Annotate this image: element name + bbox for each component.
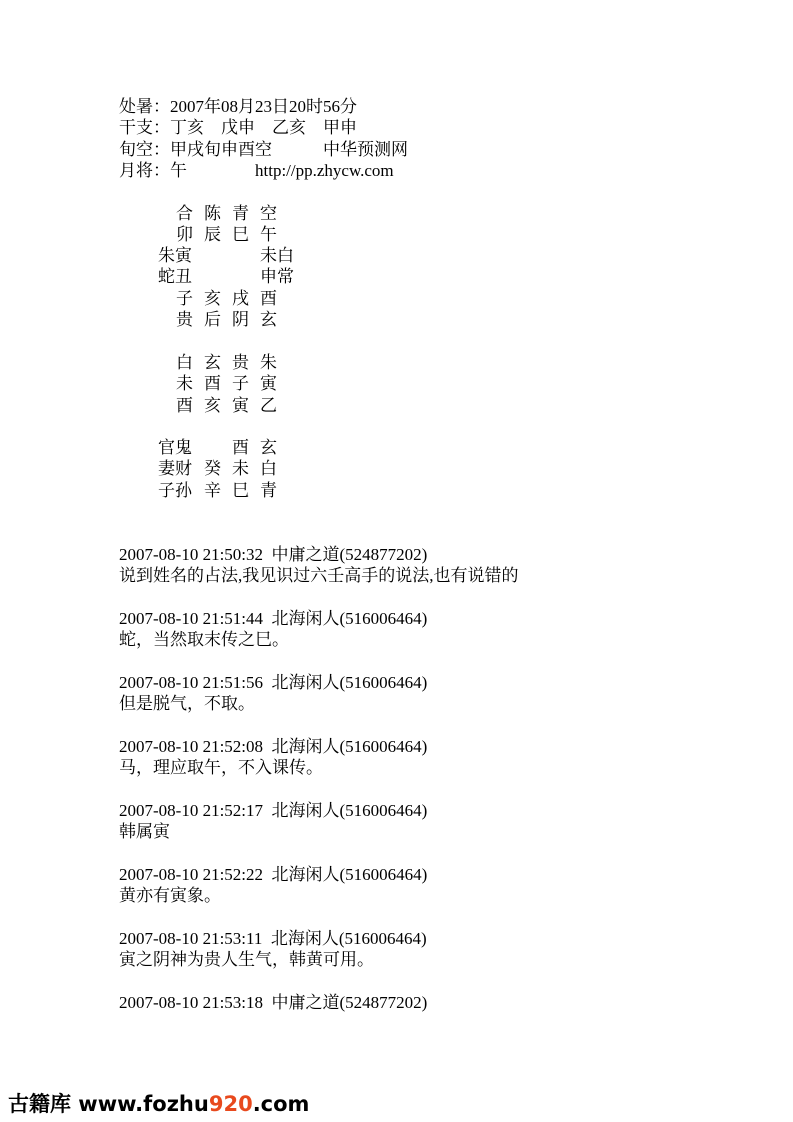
lesson-cell: 酉 (204, 374, 221, 393)
transmission-stem: 辛 (204, 481, 221, 500)
chat-message-text: 马，理应取午，不入课传。 (119, 758, 323, 777)
plate-cell: 阴 (232, 310, 249, 329)
header-line-yuejiang: 月将：午 http://pp.zhycw.com (119, 161, 394, 180)
watermark-suffix: .com (252, 1092, 310, 1116)
chat-message-text: 但是脱气，不取。 (119, 694, 255, 713)
plate-cell: 陈 (204, 204, 221, 223)
chat-message-text: 韩属寅 (119, 822, 170, 841)
lesson-cell: 贵 (232, 353, 249, 372)
transmission-branch: 巳 (232, 481, 249, 500)
chat-message-text: 寅之阴神为贵人生气，韩黄可用。 (119, 950, 374, 969)
transmission-general: 青 (260, 481, 277, 500)
transmission-general: 玄 (260, 438, 277, 457)
chat-message-header: 2007-08-10 21:50:32 中庸之道(524877202) (119, 545, 428, 564)
header-line-solar-term: 处暑：2007年08月23日20时56分 (119, 97, 357, 116)
header-line-ganzhi: 干支：丁亥 戊申 乙亥 甲申 (119, 118, 357, 137)
chat-message-header: 2007-08-10 21:52:17 北海闲人(516006464) (119, 801, 428, 820)
plate-cell: 子 (176, 289, 193, 308)
plate-cell: 辰 (204, 225, 221, 244)
site-watermark (8, 1088, 309, 1118)
chat-message-header: 2007-08-10 21:51:56 北海闲人(516006464) (119, 673, 428, 692)
lesson-cell: 乙 (260, 396, 277, 415)
lesson-cell: 寅 (232, 396, 249, 415)
plate-cell: 亥 (204, 289, 221, 308)
plate-cell: 巳 (232, 225, 249, 244)
plate-cell: 合 (176, 204, 193, 223)
watermark-prefix: 古籍库 www.fozhu (8, 1092, 209, 1116)
chat-message-header: 2007-08-10 21:53:18 中庸之道(524877202) (119, 993, 428, 1012)
chat-message-text: 蛇，当然取末传之巳。 (119, 630, 289, 649)
plate-cell: 午 (260, 225, 277, 244)
plate-cell: 戌 (232, 289, 249, 308)
plate-cell: 酉 (260, 289, 277, 308)
chat-message-text: 说到姓名的占法,我见识过六壬高手的说法,也有说错的 (119, 566, 519, 585)
lesson-cell: 子 (232, 374, 249, 393)
transmission-branch: 未 (232, 459, 249, 478)
chat-message-text: 黄亦有寅象。 (119, 886, 221, 905)
plate-cell: 贵 (176, 310, 193, 329)
lesson-cell: 朱 (260, 353, 277, 372)
plate-cell: 青 (232, 204, 249, 223)
transmission-branch: 酉 (232, 438, 249, 457)
transmission-relation: 妻财 (158, 459, 192, 478)
transmission-relation: 官鬼 (158, 438, 192, 457)
header-line-xunkong: 旬空：甲戌旬申酉空 中华预测网 (119, 140, 408, 159)
plate-cell: 后 (204, 310, 221, 329)
lesson-cell: 白 (176, 353, 193, 372)
plate-side-right: 未白 (260, 246, 294, 265)
plate-cell: 空 (260, 204, 277, 223)
plate-side-left: 朱寅 (158, 246, 192, 265)
plate-side-right: 申常 (260, 267, 294, 286)
lesson-cell: 寅 (260, 374, 277, 393)
chat-message-header: 2007-08-10 21:53:11 北海闲人(516006464) (119, 929, 427, 948)
lesson-cell: 未 (176, 374, 193, 393)
lesson-cell: 玄 (204, 353, 221, 372)
chat-message-header: 2007-08-10 21:52:22 北海闲人(516006464) (119, 865, 428, 884)
plate-cell: 卯 (176, 225, 193, 244)
watermark-number: 920 (208, 1092, 253, 1116)
plate-cell: 玄 (260, 310, 277, 329)
plate-side-left: 蛇丑 (158, 267, 192, 286)
chat-message-header: 2007-08-10 21:51:44 北海闲人(516006464) (119, 609, 428, 628)
lesson-cell: 亥 (204, 396, 221, 415)
lesson-cell: 酉 (176, 396, 193, 415)
transmission-stem: 癸 (204, 459, 221, 478)
transmission-general: 白 (260, 459, 277, 478)
transmission-relation: 子孙 (158, 481, 192, 500)
chat-message-header: 2007-08-10 21:52:08 北海闲人(516006464) (119, 737, 428, 756)
